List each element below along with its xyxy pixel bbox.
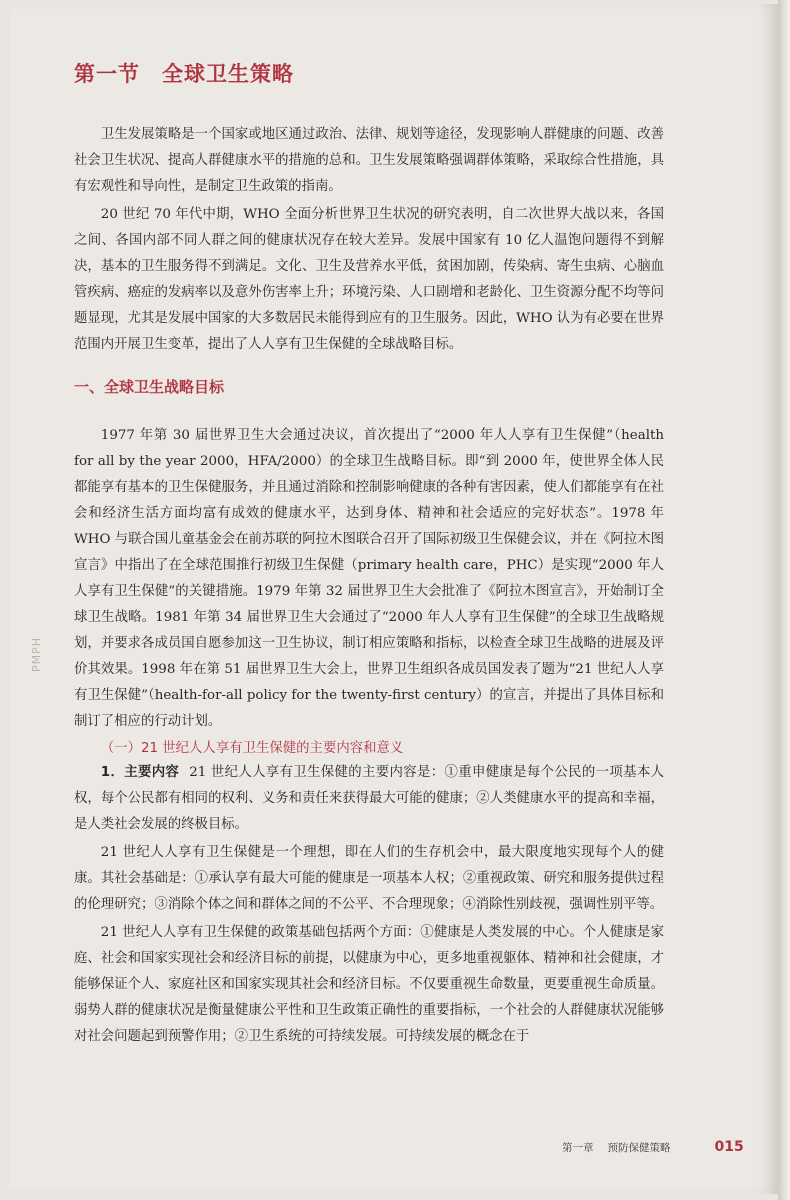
section-title-text: 全球卫生策略: [162, 62, 294, 86]
book-page: [10, 4, 778, 1194]
main-content-text: 21 世纪人人享有卫生保健的主要内容是：①重申健康是每个公民的一项基本人权，每个公民都有相同的权利、义务和责任来获得最大可能的健康；②人类健康水平的提高和幸福，是人类社会发展的终极目标。: [74, 765, 664, 832]
section-title: [74, 58, 664, 88]
page-content: [74, 58, 664, 1050]
side-watermark: PMPH: [30, 636, 43, 672]
main-content-paragraph: [74, 760, 664, 838]
page-footer: [562, 1139, 744, 1155]
page-number: 015: [714, 1139, 744, 1155]
tail-paragraph-1: 21 世纪人人享有卫生保健是一个理想，即在人们的生存机会中，最大限度地实现每个人的健康。其社会基础是：①承认享有最大可能的健康是一项基本人权；②重视政策、研究和服务提供过程的伦理研究；③消除个体之间和群体之间的不公平、不合理现象；④消除性别歧视，强调性别平等。: [74, 845, 664, 912]
main-content-lead: 1．主要内容: [100, 765, 180, 780]
intro-paragraph-1: 卫生发展策略是一个国家或地区通过政治、法律、规划等途径，发现影响人群健康的问题、改善社会卫生状况、提高人群健康水平的措施的总和。卫生发展策略强调群体策略，采取综合性措施，具有宏观性和导向性，是制定卫生政策的指南。: [74, 127, 664, 194]
section-number: 第一节: [74, 62, 140, 86]
footer-chapter-title: 预防保健策略: [607, 1141, 671, 1154]
goal-paragraph: 1977 年第 30 届世界卫生大会通过决议，首次提出了“2000 年人人享有卫生保健”（health for all by the year 2000，HFA/2000）的全球卫生战略目标。即“到 2000 年，使世界全体人民都能享有基本的卫生保健服务，并且通过消除和控制影响健康的各种有害因素，使人们都能享有在社会和经济生活方面均富有成效的健康水平，达到身体、精神和社会适应的完好状态”。1978 年 WHO 与联合国儿童基金会在前苏联的阿拉木图联合召开了国际初级卫生保健会议，并在《阿拉木图宣言》中指出了在全球范围推行初级卫生保健（primary health care，PHC）是实现“2000 年人人享有卫生保健”的关键措施。1979 年第 32 届世界卫生大会批准了《阿拉木图宣言》，开始制订全球卫生战略。1981 年第 34 届世界卫生大会通过了“2000 年人人享有卫生保健”的全球卫生战略规划，并要求各成员国自愿参加这一卫生协议，制订相应策略和指标，以检查全球卫生战略的进展及评价其效果。1998 年在第 51 届世界卫生大会上，世界卫生组织各成员国发表了题为“21 世纪人人享有卫生保健”（health-for-all policy for the twenty-first century）的宣言，并提出了具体目标和制订了相应的行动计划。: [74, 428, 664, 729]
tail-paragraph-2: 21 世纪人人享有卫生保健的政策基础包括两个方面：①健康是人类发展的中心。个人健康是家庭、社会和国家实现社会和经济目标的前提，以健康为中心，更多地重视躯体、精神和社会健康，才能够保证个人、家庭社区和国家实现其社会和经济目标。不仅要重视生命数量，更要重视生命质量。弱势人群的健康状况是衡量健康公平性和卫生政策正确性的重要指标，一个社会的人群健康状况能够对社会问题起到预警作用；②卫生系统的可持续发展。可持续发展的概念在于: [74, 925, 664, 1044]
footer-chapter: 第一章: [562, 1141, 594, 1154]
heading-global-strategy-goal: 一、全球卫生战略目标: [74, 378, 225, 396]
intro-paragraph-2: 20 世纪 70 年代中期，WHO 全面分析世界卫生状况的研究表明，自二次世界大战以来，各国之间、各国内部不同人群之间的健康状况存在较大差异。发展中国家有 10 亿人温饱问题得不到解决，基本的卫生服务得不到满足。文化、卫生及营养水平低，贫困加剧，传染病、寄生虫病、心脑血管疾病、癌症的发病率以及意外伤害率上升；环境污染、人口剧增和老龄化、卫生资源分配不均等问题显现，尤其是发展中国家的大多数居民未能得到应有的卫生服务。因此，WHO 认为有必要在世界范围内开展卫生变革，提出了人人享有卫生保健的全球战略目标。: [74, 207, 664, 352]
subheading-main-content: （一）21 世纪人人享有卫生保健的主要内容和意义: [100, 741, 404, 756]
page-edge: [778, 0, 790, 1200]
